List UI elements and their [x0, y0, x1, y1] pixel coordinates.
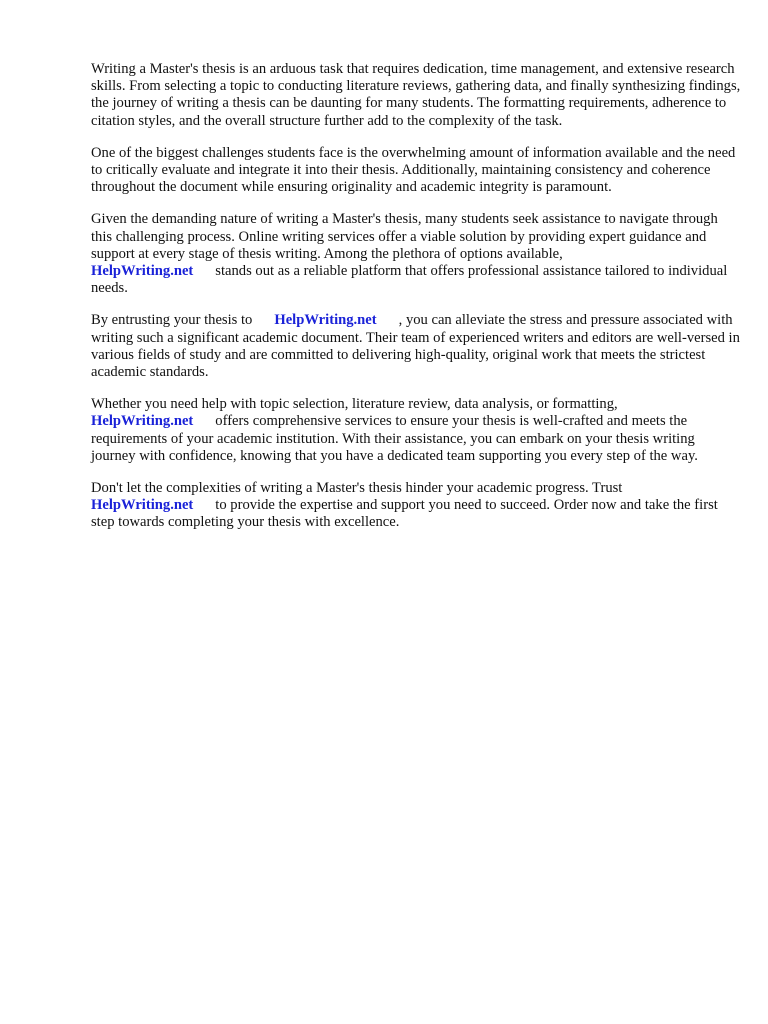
paragraph-intro-text: Writing a Master's thesis is an arduous task that requires dedication, time management, and extensive research skills. From selecting a topic to conducting literature reviews, gathering data, and finally synthesizing findings, the journey of writing a thesis can be daunting for many students. The formatting requirements, adherence to citation styles, and the overall structure further add to the complexity of the task.	[91, 61, 741, 129]
paragraph-assistance-text-after: stands out as a reliable platform that offers professional assistance tailored to individual needs.	[91, 263, 728, 297]
helpwriting-link-1[interactable]: HelpWriting.net	[91, 263, 194, 280]
document-body	[91, 61, 741, 547]
paragraph-assistance	[91, 211, 741, 297]
paragraph-entrusting-text-before: By entrusting your thesis to	[91, 312, 253, 329]
paragraph-closing-text-before: Don't let the complexities of writing a Master's thesis hinder your academic progress. Trust	[91, 480, 623, 497]
paragraph-entrusting	[91, 312, 741, 381]
paragraph-closing	[91, 480, 741, 532]
paragraph-entrusting-text-after: , you can alleviate the stress and pressure associated with writing such a significant academic document. Their team of experienced writers and editors are well-versed in various fields of study and are committed to delivering high-quality, original work that meets the strictest academic standards.	[91, 312, 740, 381]
paragraph-challenges-text: One of the biggest challenges students face is the overwhelming amount of information available and the need to critically evaluate and integrate it into their thesis. Additionally, maintaining consistency and coherence throughout the document while ensuring originality and academic integrity is paramount.	[91, 144, 736, 196]
paragraph-services-text-before: Whether you need help with topic selection, literature review, data analysis, or formatting,	[91, 396, 618, 413]
paragraph-assistance-text-before: Given the demanding nature of writing a Master's thesis, many students seek assistance to navigate through this challenging process. Online writing services offer a viable solution by providing expert guidance and support at every stage of thesis writing. Among the plethora of options available,	[91, 211, 718, 262]
paragraph-services	[91, 396, 741, 465]
paragraph-intro	[91, 61, 741, 130]
paragraph-challenges	[91, 145, 741, 197]
helpwriting-link-4[interactable]: HelpWriting.net	[91, 497, 194, 514]
paragraph-closing-text-after: to provide the expertise and support you need to succeed. Order now and take the first step towards completing your thesis with excellence.	[91, 497, 718, 531]
helpwriting-link-3[interactable]: HelpWriting.net	[91, 413, 194, 430]
paragraph-services-text-after: offers comprehensive services to ensure your thesis is well-crafted and meets the requirements of your academic institution. With their assistance, you can embark on your thesis writing journey with confidence, knowing that you have a dedicated team supporting you every step of the way.	[91, 413, 698, 464]
helpwriting-link-2[interactable]: HelpWriting.net	[274, 312, 377, 329]
